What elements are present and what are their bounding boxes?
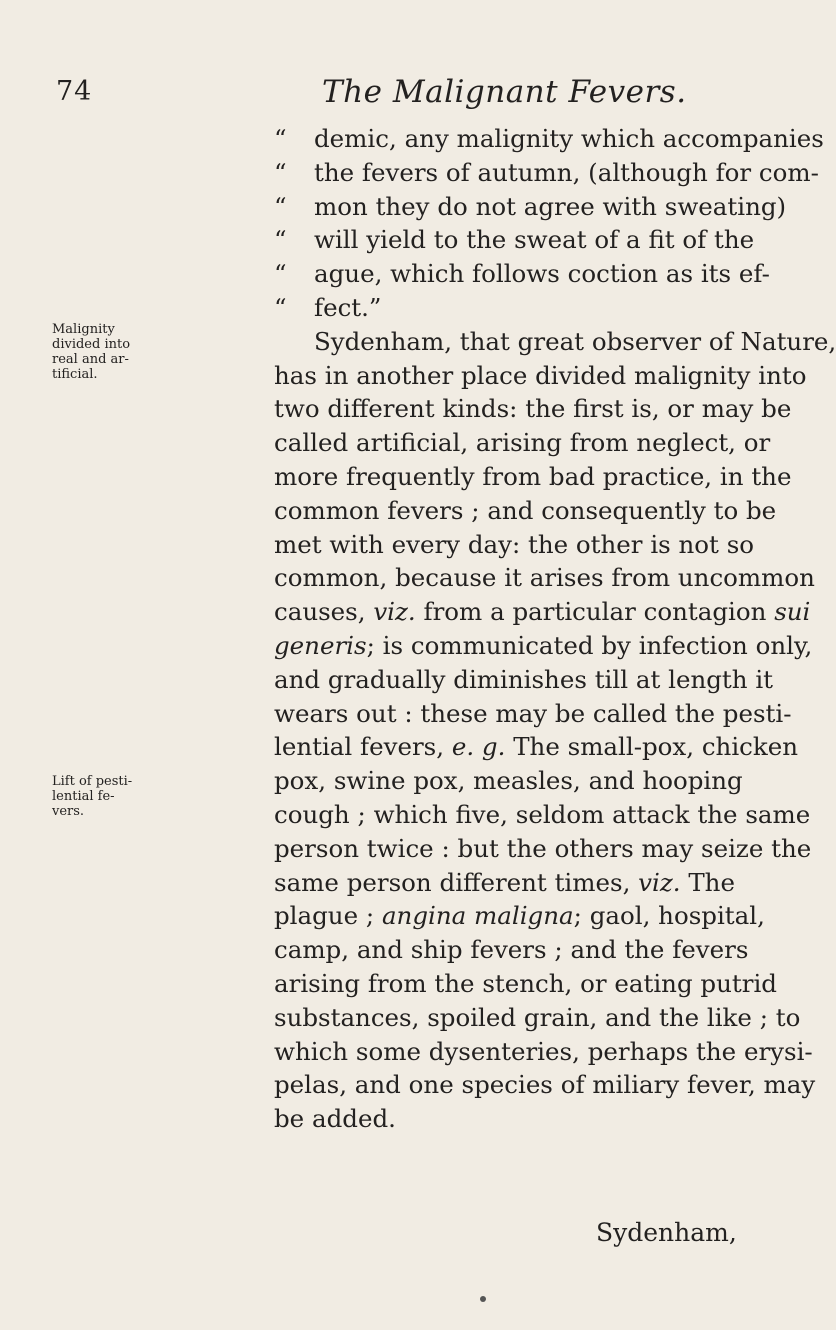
line-text: cough ; which five, seldom attack the same	[274, 799, 811, 829]
text-line	[274, 325, 836, 359]
line-text: causes, viz. from a particular contagion sui	[274, 597, 811, 627]
margin-note-pestilential: Lift of pesti-lential fe-vers.	[52, 774, 133, 819]
text-line	[274, 798, 811, 832]
line-text: person twice : but the others may seize the	[274, 833, 812, 863]
text-line	[274, 832, 812, 866]
text-line	[274, 494, 794, 528]
line-text: plague ; angina maligna; gaol, hospital,	[274, 901, 765, 931]
text-line	[274, 663, 794, 697]
line-text: camp, and ship fevers ; and the fevers	[274, 935, 749, 965]
line-text: demic, any malignity which accompanies	[314, 124, 824, 153]
text-line	[274, 460, 794, 494]
line-text: pelas, and one species of miliary fever, may	[274, 1070, 816, 1100]
line-text: generis; is communicated by infection only,	[274, 630, 813, 660]
text-line	[274, 359, 807, 393]
quote-mark: “	[274, 259, 287, 289]
line-text: pox, swine pox, measles, and hooping	[274, 766, 743, 796]
quote-mark: “	[274, 124, 287, 153]
line-text: substances, spoiled grain, and the like ; to	[274, 1002, 801, 1032]
quote-mark: “	[274, 292, 287, 322]
text-line	[274, 967, 794, 1001]
line-text: arising from the stench, or eating putrid	[274, 968, 777, 998]
text-line	[274, 528, 794, 562]
line-text: has in another place divided malignity into	[274, 360, 807, 390]
text-line	[274, 223, 794, 257]
text-line	[274, 190, 794, 224]
line-text: and gradually diminishes till at length it	[274, 664, 774, 694]
running-title: The Malignant Fevers.	[322, 74, 687, 110]
text-line	[274, 1068, 816, 1102]
text-line	[274, 629, 813, 663]
line-text: the fevers of autumn, (although for com-	[314, 157, 819, 187]
line-text: lential fevers, e. g. The small-pox, chicken	[274, 732, 799, 762]
text-line	[274, 1035, 813, 1069]
text-line	[274, 595, 811, 629]
line-text: be added.	[274, 1104, 396, 1134]
text-line	[274, 392, 794, 426]
text-line	[274, 426, 794, 460]
quote-mark: “	[274, 225, 287, 255]
text-line	[274, 122, 824, 156]
quote-mark: “	[274, 157, 287, 187]
text-line	[274, 730, 799, 764]
line-text: called artificial, arising from neglect, or	[274, 428, 771, 458]
text-line	[274, 697, 794, 731]
margin-note-malignity: Malignity divided into real and ar-tificial.	[52, 322, 131, 382]
body-text	[274, 122, 836, 1136]
text-line	[274, 764, 794, 798]
line-text: common, because it arises from uncommon	[274, 563, 815, 593]
line-text: ague, which follows coction as its ef-	[314, 259, 770, 289]
line-text: met with every day: the other is not so	[274, 529, 755, 559]
text-line	[274, 1001, 801, 1035]
text-line	[274, 156, 819, 190]
text-line	[274, 899, 794, 933]
line-text: fect.”	[314, 292, 382, 322]
text-line	[274, 1102, 794, 1136]
line-text: more frequently from bad practice, in the	[274, 461, 792, 491]
line-text: two different kinds: the first is, or may be	[274, 394, 792, 424]
line-text: will yield to the sweat of a fit of the	[314, 225, 755, 255]
text-line	[274, 257, 794, 291]
line-text: Sydenham, that great observer of Nature,	[314, 326, 836, 356]
text-line	[274, 866, 794, 900]
line-text: mon they do not agree with sweating)	[314, 191, 787, 221]
page-number: 74	[56, 76, 93, 107]
catchword: Sydenham,	[596, 1218, 737, 1247]
text-line	[274, 933, 794, 967]
line-text: same person different times, viz. The	[274, 867, 735, 897]
line-text: wears out : these may be called the pesti-	[274, 698, 792, 728]
text-line	[274, 291, 794, 325]
quote-mark: “	[274, 191, 287, 221]
line-text: which some dysenteries, perhaps the erysi-	[274, 1036, 813, 1066]
line-text: common fevers ; and consequently to be	[274, 495, 777, 525]
ink-speck	[480, 1296, 486, 1302]
text-line	[274, 561, 815, 595]
